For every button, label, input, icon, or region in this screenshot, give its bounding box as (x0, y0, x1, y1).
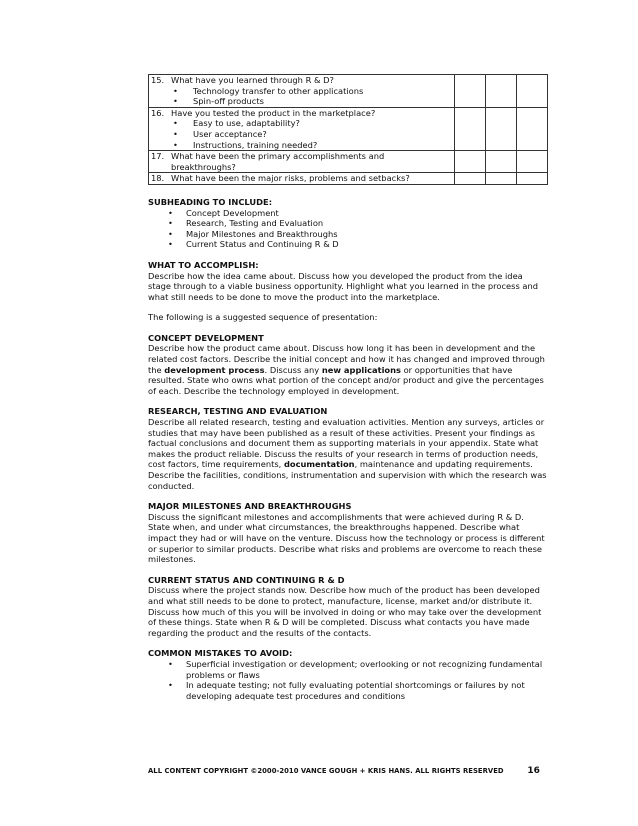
question-cell (149, 151, 455, 173)
check-cell (455, 107, 486, 150)
list-item: • Major Milestones and Breakthroughs (168, 228, 338, 239)
check-cell (517, 173, 548, 185)
question-number: 18. (151, 173, 165, 184)
question-subitem: • User acceptance? (173, 128, 267, 139)
subheading-section (148, 197, 548, 250)
question-row (149, 173, 548, 185)
accomplish-section (148, 260, 548, 302)
bullet: • (168, 680, 173, 691)
questions-table (148, 74, 548, 185)
bold-term: new applications (321, 364, 401, 375)
status-section (148, 575, 548, 639)
concept-body: Describe how the product came about. Discuss how long it has been in development and the related cost factors. Describe the initial concept and how it has changed and improved through the development process. Discuss any new applications or opportunities that have resulted. State who owns what portion of the concept and/or product and give the percentages of each. Describe the technology employed in development. (148, 343, 545, 396)
bullet: • (168, 239, 173, 250)
accomplish-body: Describe how the idea came about. Discuss how you developed the product from the idea stage through to a viable business opportunity. Highlight what you learned in the process and what still needs to be done to move the product into the marketplace. (148, 270, 539, 302)
question-number: 15. (151, 75, 165, 85)
check-cell (517, 151, 548, 173)
question-subitem: • Spin-off products (173, 96, 264, 107)
check-cell (455, 75, 486, 108)
subheading-list (148, 208, 548, 250)
footer (148, 766, 548, 777)
bullet: • (168, 207, 173, 218)
bullet: • (173, 139, 178, 150)
check-cell (455, 173, 486, 185)
bullet: • (168, 228, 173, 239)
milestones-title: MAJOR MILESTONES AND BREAKTHROUGHS (148, 501, 352, 512)
question-row (149, 151, 548, 173)
list-item: • Research, Testing and Evaluation (168, 218, 324, 229)
list-item: • In adequate testing; not fully evaluating potential shortcomings or failures by not developing adequate test procedures and conditions (168, 680, 525, 701)
check-cell (517, 107, 548, 150)
concept-section (148, 333, 548, 397)
question-number: 17. (151, 151, 165, 162)
mistakes-list (148, 659, 548, 701)
sequence-text: The following is a suggested sequence of presentation: (148, 312, 378, 323)
check-cell (486, 107, 517, 150)
research-title: RESEARCH, TESTING AND EVALUATION (148, 406, 328, 417)
check-cell (486, 173, 517, 185)
subheading-title: SUBHEADING TO INCLUDE: (148, 196, 273, 207)
page-number: 16 (527, 766, 540, 776)
question-cell (149, 107, 455, 150)
bullet: • (173, 118, 178, 129)
concept-title: CONCEPT DEVELOPMENT (148, 332, 264, 343)
bold-term: documentation (283, 459, 355, 470)
sequence-section (148, 312, 548, 323)
check-cell (486, 75, 517, 108)
copyright-text: ALL CONTENT COPYRIGHT ©2000-2010 VANCE GOUGH + KRIS HANS. ALL RIGHTS RESERVED (148, 767, 504, 775)
list-item: • Current Status and Continuing R & D (168, 239, 339, 250)
list-item: • Superficial investigation or development; overlooking or not recognizing fundamental problems or flaws (168, 658, 543, 680)
research-body: Describe all related research, testing and evaluation activities. Mention any surveys, articles or studies that may have been published as a result of these activities. Present your findings as factual conclusions and document them as supporting materials in your appendix. State what makes the product reliable. Discuss the results of your research in terms of production needs, cost factors, time requirements, documentation, maintenance and updating requirements. Describe the facilities, conditions, instrumentation and supervision with which the research was conducted. (148, 417, 547, 491)
question-text: What have been the major risks, problems and setbacks? (171, 173, 410, 184)
bullet: • (168, 218, 173, 229)
question-subitem: • Technology transfer to other applications (173, 85, 364, 96)
status-title: CURRENT STATUS AND CONTINUING R & D (148, 574, 345, 585)
question-row (149, 107, 548, 150)
bullet: • (168, 658, 173, 669)
status-body: Discuss where the project stands now. Describe how much of the product has been developed and what still needs to be done to protect, manufacture, license, market and/or distribute it. Discuss how much of this you will be involved in doing or who may take over the development of these things. State when R & D will be completed. Discuss what contacts you have made regarding the product and the results of the contacts. (148, 585, 542, 638)
bullet: • (173, 96, 178, 107)
milestones-section (148, 501, 548, 565)
accomplish-title: WHAT TO ACCOMPLISH: (148, 259, 259, 270)
question-text: What have you learned through R & D? (171, 75, 334, 85)
check-cell (517, 75, 548, 108)
question-text: What have been the primary accomplishments and (171, 151, 385, 162)
question-number: 16. (151, 107, 165, 118)
milestones-body: Discuss the significant milestones and accomplishments that were achieved during R & D. State when, and under what circumstances, the breakthroughs happened. Describe what impact they had or will have on the venture. Discuss how the technology or process is different or superior to similar products. Describe what risks and problems are overcome to reach these milestones. (148, 511, 545, 565)
question-cell (149, 75, 455, 108)
bullet: • (173, 128, 178, 139)
check-cell (486, 151, 517, 173)
mistakes-section (148, 648, 548, 701)
mistakes-title: COMMON MISTAKES TO AVOID: (148, 648, 293, 659)
list-item: • Concept Development (168, 207, 279, 218)
question-cell (149, 173, 455, 185)
question-row (149, 75, 548, 108)
question-text-cont: breakthroughs? (171, 161, 236, 172)
check-cell (455, 151, 486, 173)
bold-term: development process (164, 364, 265, 375)
research-section (148, 406, 548, 491)
question-text: Have you tested the product in the marketplace? (171, 107, 376, 118)
question-subitem: • Easy to use, adaptability? (173, 118, 300, 129)
bullet: • (173, 85, 178, 96)
page-content (148, 74, 548, 701)
question-subitem: • Instructions, training needed? (173, 139, 318, 150)
